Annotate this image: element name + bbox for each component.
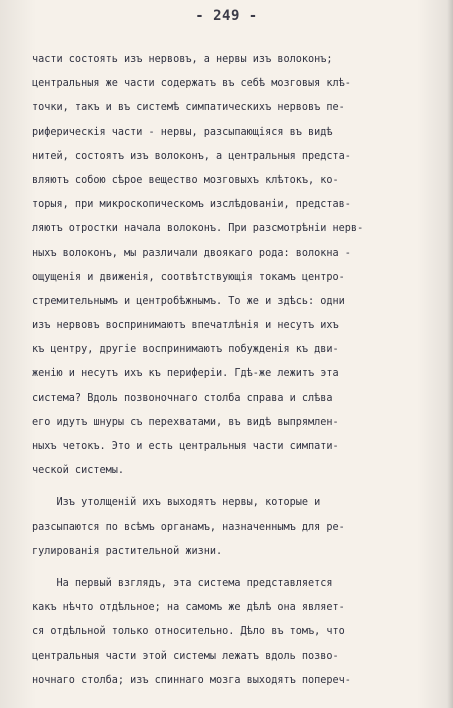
text-line: точки, такъ и въ системѣ симпатическихъ нервовъ пе- [32,102,345,114]
text-line: разсыпаются по всѣмъ органамъ, назначеннымъ для ре- [32,521,345,533]
text-line: Изъ утолщеній ихъ выходятъ нервы, которые и [32,497,321,509]
text-line: риферическія части - нервы, разсыпающіяся въ видѣ [32,126,333,138]
text-line: вляютъ собою сѣрое вещество мозговыхъ клѣтокъ, ко- [32,174,339,186]
text-line: части состоять изъ нервовъ, а нервы изъ волоконъ; [32,54,333,65]
text-line: изъ нервовъ воспринимаютъ впечатлѣнія и несутъ ихъ [32,320,339,332]
paragraph-1 [32,48,432,483]
text-line: женію и несутъ ихъ къ периферіи. Гдѣ-же лежитъ эта [32,368,339,380]
page-edge-shadow [447,0,453,708]
text-line: ся отдѣльной только относительно. Дѣло въ томъ, что [32,626,345,638]
page-number: - 249 - [195,8,258,24]
text-line: система? Вдоль позвоночнаго столба справа и слѣва [32,392,333,404]
text-line: центральныя же части содержатъ въ себѣ мозговыя клѣ- [32,78,351,90]
paragraph-3 [32,572,432,693]
body-text [32,48,432,693]
text-line: ночнаго столба; изъ спиннаго мозга выходятъ попереч- [32,674,351,686]
text-line: центральныя части этой системы лежатъ вдоль позво- [32,650,339,662]
text-line: нитей, состоятъ изъ волоконъ, а центральныя предста- [32,150,351,162]
text-line: стремительнымъ и центробѣжнымъ. То же и здѣсь: одни [32,295,345,307]
text-line: ныхъ волоконъ, мы различали двоякаго рода: волокна - [32,247,351,259]
text-line: торыя, при микроскопическомъ изслѣдованіи, представ- [32,199,351,211]
text-line: гулированія растительной жизни. [32,545,223,557]
text-line: ляютъ отростки начала волоконъ. При разсмотрѣніи нерв- [32,223,364,235]
text-line: его идутъ шнуры съ перехватами, въ видѣ выпрямлен- [32,416,339,428]
text-line: ощущенія и движенія, соотвѣтствующія токамъ центро- [32,271,345,283]
paragraph-2 [32,491,432,564]
text-line: къ центру, другіе воспринимаютъ побужденія къ дви- [32,344,339,356]
text-line: ческой системы. [32,465,125,477]
text-line: На первый взглядъ, эта система представляется [32,577,333,589]
paragraph-gap [32,564,432,572]
text-line: какъ нѣчто отдѣльное; на самомъ же дѣлѣ она являет- [32,602,345,614]
text-line: ныхъ четокъ. Это и есть центральныя части симпати- [32,441,339,452]
paragraph-gap [32,483,432,491]
